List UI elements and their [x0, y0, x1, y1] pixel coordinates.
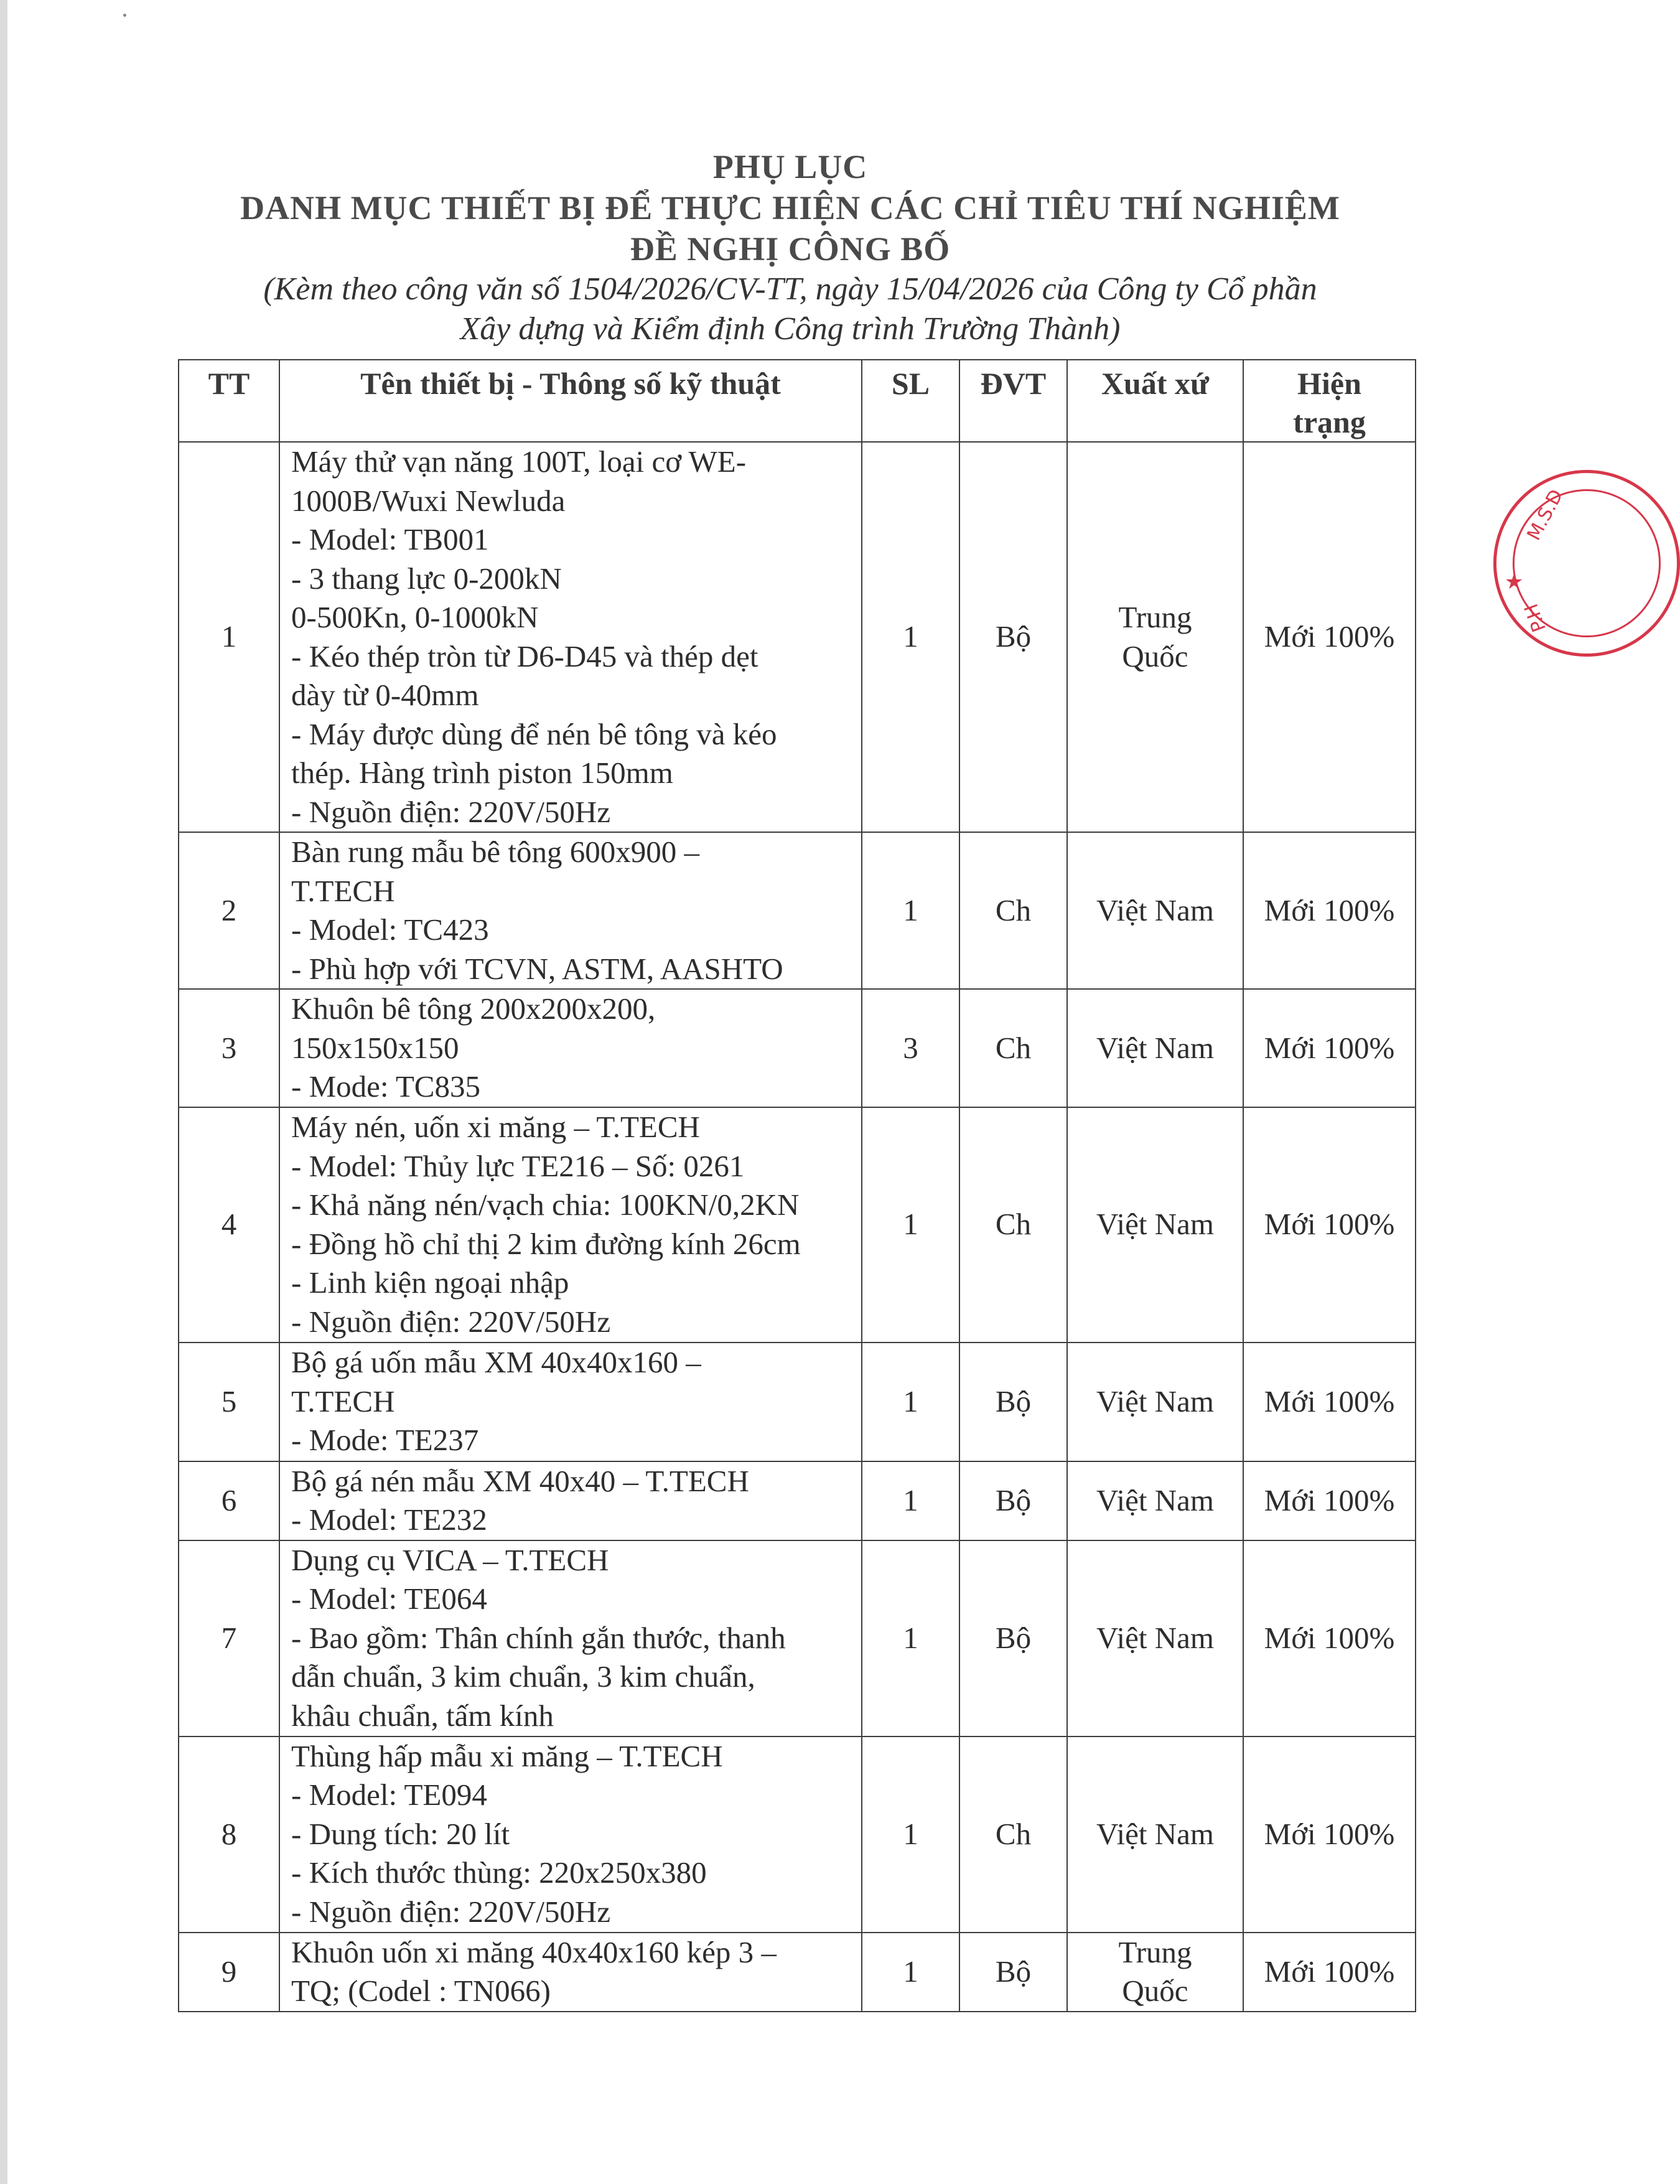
- origin-line2: Quốc: [1122, 1974, 1188, 2008]
- description-line: - Kích thước thùng: 220x250x380: [291, 1855, 707, 1890]
- description-line: - Nguồn điện: 220V/50Hz: [291, 1304, 611, 1339]
- equipment-description: [279, 442, 862, 832]
- description-line: Máy thử vạn năng 100T, loại cơ WE-: [291, 444, 747, 479]
- equipment-table: [178, 359, 1416, 2012]
- origin: [1067, 1343, 1243, 1461]
- origin-line1: Việt Nam: [1096, 1483, 1214, 1517]
- description-line: khâu chuẩn, tấm kính: [291, 1698, 554, 1733]
- table-row: [179, 989, 1416, 1107]
- appendix-title: PHỤ LỤC: [712, 148, 868, 185]
- origin-line1: Trung: [1118, 600, 1192, 634]
- origin-line1: Việt Nam: [1096, 1620, 1214, 1655]
- origin: [1067, 442, 1243, 832]
- origin-line1: Việt Nam: [1096, 893, 1214, 927]
- description-line: 0-500Kn, 0-1000kN: [291, 600, 539, 634]
- description-line: Máy nén, uốn xi măng – T.TECH: [291, 1110, 700, 1144]
- condition: Mới 100%: [1243, 442, 1416, 832]
- unit: Bộ: [959, 1933, 1067, 2012]
- seal-text-top: M.S.D: [1523, 485, 1568, 545]
- row-number: 1: [179, 442, 279, 832]
- description-line: - Model: TE064: [291, 1582, 487, 1616]
- origin: [1067, 832, 1243, 989]
- origin-line1: Việt Nam: [1096, 1207, 1214, 1242]
- table-row: [179, 1540, 1416, 1736]
- table-row: [179, 1933, 1416, 2012]
- equipment-description: [279, 832, 862, 989]
- description-line: Bàn rung mẫu bê tông 600x900 –: [291, 835, 699, 869]
- scan-speck: [123, 14, 126, 17]
- list-title: DANH MỤC THIẾT BỊ ĐỂ THỰC HIỆN CÁC CHỈ TIÊU THÍ NGHIỆM: [240, 189, 1340, 227]
- condition: Mới 100%: [1243, 1107, 1416, 1343]
- unit: Ch: [959, 1107, 1067, 1343]
- unit: Bộ: [959, 1461, 1067, 1540]
- description-line: - Kéo thép tròn từ D6-D45 và thép dẹt: [291, 639, 758, 673]
- description-line: Khuôn bê tông 200x200x200,: [291, 991, 656, 1026]
- quantity: 1: [862, 442, 959, 832]
- condition: Mới 100%: [1243, 1461, 1416, 1540]
- description-line: - Model: TE094: [291, 1778, 487, 1812]
- description-line: - Mode: TE237: [291, 1423, 479, 1458]
- description-line: dày từ 0-40mm: [291, 678, 479, 712]
- equipment-description: [279, 989, 862, 1107]
- description-line: Thùng hấp mẫu xi măng – T.TECH: [291, 1738, 723, 1773]
- description-line: T.TECH: [291, 873, 395, 908]
- row-number: 4: [179, 1107, 279, 1343]
- seal-star-icon: ★: [1505, 569, 1524, 594]
- equipment-description: [279, 1461, 862, 1540]
- col-header-status-line2: trạng: [1293, 405, 1366, 439]
- description-line: - 3 thang lực 0-200kN: [291, 561, 562, 596]
- origin-line1: Trung: [1118, 1934, 1192, 1969]
- unit: Bộ: [959, 1343, 1067, 1461]
- origin: [1067, 1736, 1243, 1933]
- col-header-status: [1243, 360, 1416, 442]
- row-number: 2: [179, 832, 279, 989]
- quantity: 1: [862, 1343, 959, 1461]
- description-line: - Phù hợp với TCVN, ASTM, AASHTO: [291, 951, 783, 986]
- origin-line1: Việt Nam: [1096, 1384, 1214, 1418]
- unit: Ch: [959, 832, 1067, 989]
- col-header-sl: SL: [862, 360, 959, 442]
- condition: Mới 100%: [1243, 1736, 1416, 1933]
- description-line: Khuôn uốn xi măng 40x40x160 kép 3 –: [291, 1934, 777, 1969]
- origin-line1: Việt Nam: [1096, 1030, 1214, 1065]
- table-header-row: [179, 360, 1416, 442]
- description-line: - Model: TC423: [291, 912, 489, 947]
- origin: [1067, 989, 1243, 1107]
- col-header-name: Tên thiết bị - Thông số kỹ thuật: [279, 360, 862, 442]
- row-number: 3: [179, 989, 279, 1107]
- description-line: TQ; (Codel : TN066): [291, 1974, 551, 2008]
- description-line: - Đồng hồ chỉ thị 2 kim đường kính 26cm: [291, 1226, 801, 1261]
- condition: Mới 100%: [1243, 1933, 1416, 2012]
- unit: Bộ: [959, 1540, 1067, 1736]
- quantity: 1: [862, 832, 959, 989]
- seal-text-bottom: P.H: [1520, 601, 1551, 635]
- condition: Mới 100%: [1243, 1540, 1416, 1736]
- description-line: - Linh kiện ngoại nhập: [291, 1265, 569, 1300]
- description-line: - Mode: TC835: [291, 1069, 480, 1104]
- description-line: Bộ gá uốn mẫu XM 40x40x160 –: [291, 1345, 701, 1380]
- origin: [1067, 1461, 1243, 1540]
- description-line: T.TECH: [291, 1384, 395, 1418]
- description-line: dẫn chuẩn, 3 kim chuẩn, 3 kim chuẩn,: [291, 1659, 755, 1694]
- equipment-description: [279, 1933, 862, 2012]
- table-row: [179, 1107, 1416, 1343]
- row-number: 9: [179, 1933, 279, 2012]
- origin-line1: Việt Nam: [1096, 1816, 1214, 1851]
- list-subtitle: ĐỀ NGHỊ CÔNG BỐ: [630, 230, 951, 268]
- table-row: [179, 832, 1416, 989]
- col-header-status-line1: Hiện: [1297, 366, 1361, 401]
- col-header-dvt: ĐVT: [959, 360, 1067, 442]
- quantity: 3: [862, 989, 959, 1107]
- condition: Mới 100%: [1243, 832, 1416, 989]
- table-row: [179, 1736, 1416, 1933]
- description-line: - Model: TB001: [291, 522, 489, 556]
- row-number: 6: [179, 1461, 279, 1540]
- origin-line2: Quốc: [1122, 639, 1188, 673]
- quantity: 1: [862, 1461, 959, 1540]
- description-line: - Bao gồm: Thân chính gắn thước, thanh: [291, 1620, 786, 1655]
- quantity: 1: [862, 1540, 959, 1736]
- equipment-description: [279, 1107, 862, 1343]
- equipment-description: [279, 1540, 862, 1736]
- description-line: - Model: Thủy lực TE216 – Số: 0261: [291, 1148, 745, 1183]
- unit: Ch: [959, 989, 1067, 1107]
- description-line: - Model: TE232: [291, 1502, 487, 1537]
- table-body: [179, 442, 1416, 2012]
- company-seal: [1493, 470, 1680, 657]
- description-line: - Dung tích: 20 lít: [291, 1816, 510, 1851]
- description-line: Dụng cụ VICA – T.TECH: [291, 1542, 609, 1577]
- origin: [1067, 1540, 1243, 1736]
- origin: [1067, 1107, 1243, 1343]
- description-line: Bộ gá nén mẫu XM 40x40 – T.TECH: [291, 1463, 749, 1498]
- condition: Mới 100%: [1243, 989, 1416, 1107]
- unit: Ch: [959, 1736, 1067, 1933]
- quantity: 1: [862, 1933, 959, 2012]
- table-row: [179, 1461, 1416, 1540]
- col-header-tt: TT: [179, 360, 279, 442]
- equipment-description: [279, 1736, 862, 1933]
- equipment-description: [279, 1343, 862, 1461]
- scan-edge: [0, 0, 7, 2184]
- description-line: thép. Hàng trình piston 150mm: [291, 756, 673, 790]
- description-line: - Nguồn điện: 220V/50Hz: [291, 1894, 611, 1929]
- condition: Mới 100%: [1243, 1343, 1416, 1461]
- row-number: 7: [179, 1540, 279, 1736]
- col-header-origin: Xuất xứ: [1067, 360, 1243, 442]
- description-line: 1000B/Wuxi Newluda: [291, 483, 566, 518]
- row-number: 5: [179, 1343, 279, 1461]
- reference-note-line1: (Kèm theo công văn số 1504/2026/CV-TT, ngày 15/04/2026 của Công ty Cổ phần: [263, 271, 1317, 307]
- document-header: [162, 146, 1419, 349]
- description-line: - Nguồn điện: 220V/50Hz: [291, 794, 611, 829]
- origin: [1067, 1933, 1243, 2012]
- description-line: 150x150x150: [291, 1030, 459, 1065]
- reference-note-line2: Xây dựng và Kiểm định Công trình Trường Thành): [460, 311, 1121, 347]
- description-line: - Máy được dùng để nén bê tông và kéo: [291, 716, 777, 751]
- description-line: - Khả năng nén/vạch chia: 100KN/0,2KN: [291, 1188, 800, 1222]
- unit: Bộ: [959, 442, 1067, 832]
- table-row: [179, 442, 1416, 832]
- quantity: 1: [862, 1107, 959, 1343]
- row-number: 8: [179, 1736, 279, 1933]
- table-row: [179, 1343, 1416, 1461]
- quantity: 1: [862, 1736, 959, 1933]
